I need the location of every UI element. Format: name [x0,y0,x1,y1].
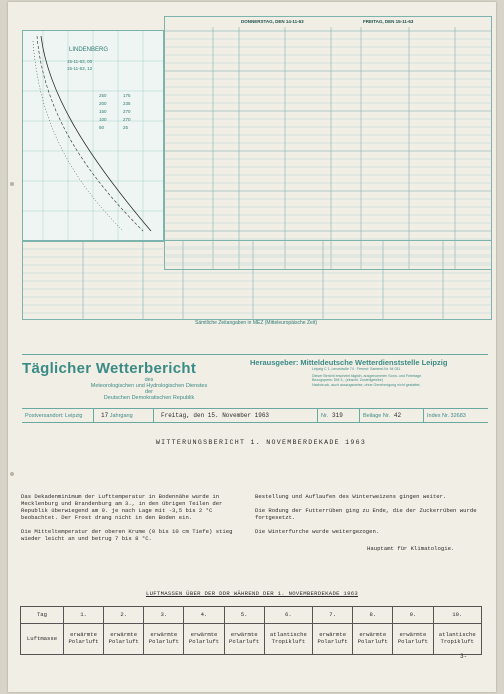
day-cell: 7. [313,607,353,624]
svg-text:200: 200 [99,101,107,106]
note-line: Nachdruck, auch auszugsweise, ohne Genehmigung nicht gestattet. [312,382,421,387]
day1-header: DONNERSTAG, DEN 14-11-63 [241,19,304,24]
report-right-column [255,493,485,542]
day-header: Tag [21,607,64,624]
airmass-cell: erwärmte Polarluft [64,624,104,655]
index-cell [424,409,488,422]
svg-text:270: 270 [123,109,131,114]
subtitle-line-3: der [145,389,153,395]
weather-chart [14,8,490,338]
svg-text:150: 150 [99,109,107,114]
publisher-address: Leipzig C 1, Lenzstraße 74 · Fernruf: Sammel-Nr. 94 031 [312,367,401,371]
table-row [21,607,482,624]
svg-text:25: 25 [123,125,129,130]
airmass-cell: erwärmte Polarluft [393,624,433,655]
observation-grid [165,17,491,269]
day-cell: 10. [433,607,481,624]
paragraph: Die Mitteltemperatur der oberen Krume (0 bis 10 cm Tiefe) stieg wieder leicht an und betrug 7 bis 8 °C. [21,528,233,542]
report-left-column [21,493,251,549]
airmass-cell: erwärmte Polarluft [313,624,353,655]
sounding-station: LINDENBERG [69,47,109,53]
day-cell: 3. [144,607,184,624]
day-cell: 4. [184,607,224,624]
statistics-panels [22,240,492,320]
index-label: Index Nr. [427,412,450,419]
volume-cell [94,409,154,422]
sounding-time-2: 15-11-63, 12 [67,66,93,71]
day-cell: 9. [393,607,433,624]
volume-label: Jahrgang [109,412,133,419]
subtitle-line-1: des [144,377,154,383]
masthead [22,354,488,415]
airmass-cell: erwärmte Polarluft [184,624,224,655]
statistics-grid [23,241,491,319]
issue-info-row [22,408,488,423]
paragraph: Die Winterfurche wurde weitergezogen. [255,528,380,535]
subtitle-line-2: Meteorologischen und Hydrologischen Dienstes [90,383,208,389]
supplement-value: 42 [393,412,402,419]
newspaper-title: Täglicher Wetterbericht [22,360,197,377]
day-cell: 6. [264,607,312,624]
svg-text:100: 100 [99,117,107,122]
airmass-cell: erwärmte Polarluft [104,624,144,655]
publisher-block [250,358,488,387]
day-cell: 5. [224,607,264,624]
index-value: 32683 [450,412,466,419]
table-row [21,624,482,655]
sounding-time-1: 15-11-63, 00 [67,59,93,64]
svg-text:175: 175 [123,93,131,98]
number-value: 319 [332,412,343,419]
number-cell [318,409,360,422]
publication-notes [250,374,488,387]
airmass-cell: erwärmte Polarluft [144,624,184,655]
svg-text:235: 235 [123,101,131,106]
day-cell: 2. [104,607,144,624]
newspaper-page [8,2,496,692]
airmass-cell: atlantische Tropikluft [264,624,312,655]
punch-hole [10,182,14,186]
publisher: Herausgeber: Mitteldeutsche Wetterdienststelle Leipzig [250,358,448,367]
paragraph: Die Rodung der Futterrüben ging zu Ende, die der Zuckerrüben wurde fortgesetzt. [255,507,477,521]
airmass-cell: erwärmte Polarluft [224,624,264,655]
sounding-diagram [22,30,164,242]
paragraph: Bestellung und Auflaufen des Winterweizens gingen weiter. [255,493,447,500]
observation-table [164,16,492,270]
airmass-table-title: LUFTMASSEN ÜBER DER DDR WÄHREND DER 1. NOVEMBERDEKADE 1963 [145,590,359,597]
number-label: Nr. [321,412,329,419]
subtitle-line-4: Deutschen Demokratischen Republik [103,395,195,401]
paragraph: Das Dekadenminimum der Lufttemperatur in Bodennähe wurde in Mecklenburg und Brandenburg am 3., in den übrigen Teilen der Republik überwiegend am 9. je nach Lage mit -3,5 bis 2 °C beobachtet. Der Frost drang nicht in den Boden ein. [21,493,223,521]
time-note: Sämtliche Zeitangaben in MEZ (Mitteleuropäische Zeit) [195,320,317,326]
day2-header: FREITAG, DEN 15-11-63 [363,19,414,24]
day-cell: 8. [353,607,393,624]
volume-value: 17 [101,412,109,419]
day-cell: 1. [64,607,104,624]
supplement-label: Beilage Nr. [363,412,390,419]
note-line: Bezugspreis: DM 3,- (einschl. Zustellgebühr) [312,378,383,383]
post-label: Postversandort: Leipzig [22,409,94,422]
punch-hole [10,472,14,476]
airmass-table [20,606,482,655]
issue-date: Freitag, den 15. November 1963 [161,412,270,419]
signature: Hauptamt für Klimatologie. [367,545,455,552]
svg-text:270: 270 [123,117,131,122]
airmass-header: Luftmasse [21,624,64,655]
airmass-cell: atlantische Tropikluft [433,624,481,655]
airmass-cell: erwärmte Polarluft [353,624,393,655]
report-title: WITTERUNGSBERICHT 1. NOVEMBERDEKADE 1963 [155,439,367,446]
svg-text:250: 250 [99,93,107,98]
date-cell [154,409,318,422]
supplement-cell [360,409,424,422]
note-line: Dieser Bericht erscheint täglich, ausgenommen Sonn- und Feiertage. [312,374,423,378]
sounding-plot [23,31,163,241]
svg-text:50: 50 [99,125,105,130]
page-continuation: 3- [460,653,468,660]
